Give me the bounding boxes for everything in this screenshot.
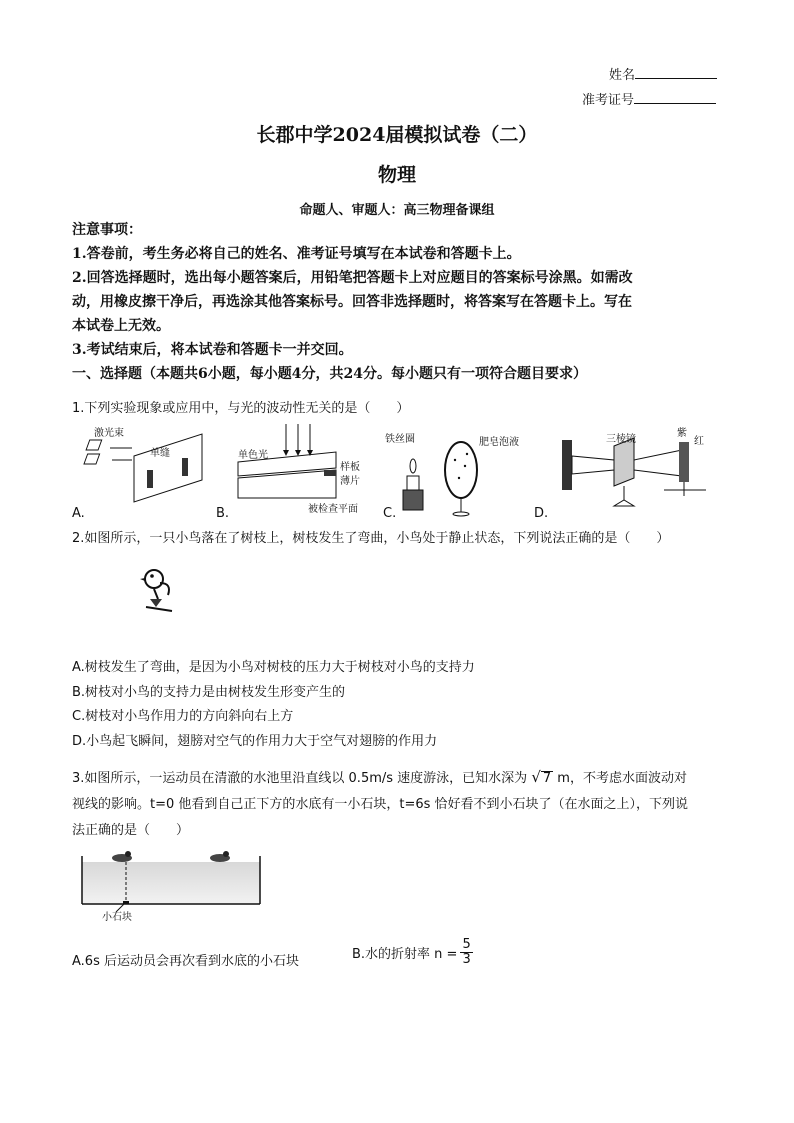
q3-line-3: 法正确的是（ ） [72, 823, 190, 838]
notice-item-2-line-2: 动，用橡皮擦干净后，再选涂其他答案标号。回答非选择题时，将答案写在答题卡上。写在 [72, 294, 632, 310]
notice-block [72, 218, 722, 386]
q1-figure-a [72, 420, 222, 520]
q1-figure-c [383, 420, 533, 520]
fig-c-soap-label: 肥皂泡液 [479, 437, 519, 448]
q3-refractive-fraction [460, 938, 472, 967]
q3-sqrt-value: 7 [542, 771, 552, 786]
id-blank [634, 91, 716, 104]
fig-c-wire-label: 铁丝圈 [385, 434, 415, 445]
q3-option-b-text: B.水的折射率 n = [352, 947, 458, 962]
q3-stem [72, 764, 732, 844]
notice-item-2-line-1: 2.回答选择题时，选出每小题答案后，用铅笔把答题卡上对应题目的答案标号涂黑。如需改 [72, 270, 633, 286]
fig-b-option: B. [216, 506, 230, 521]
notice-item-2-line-3: 本试卷上无效。 [72, 318, 170, 334]
q2-option-d: D.小鸟起飞瞬间，翅膀对空气的作用力大于空气对翅膀的作用力 [72, 733, 438, 749]
fraction-denominator: 3 [462, 952, 471, 967]
q2-bird-figure [132, 565, 182, 615]
notice-item-1: 1.答卷前，考生务必将自己的姓名、准考证号填写在本试卷和答题卡上。 [72, 246, 521, 262]
q3-line-2: 视线的影响。t=0 他看到自己正下方的水底有一小石块，t=6s 恰好看不到小石块了（在水面之上），下列说 [72, 797, 689, 812]
fig-c-option: C. [383, 506, 397, 521]
q3-line-1-text-a: 3.如图所示，一运动员在清澈的水池里沿直线以 0.5m/s 速度游泳，已知水深为 [72, 771, 528, 786]
q3-line-1-text-b: m，不考虑水面波动对 [553, 771, 687, 786]
exam-title: 长郡中学2024届模拟试卷（二） [256, 124, 538, 146]
fig-b-surface-label: 被检查平面 [308, 504, 358, 515]
id-field [582, 89, 716, 108]
fig-d-red-label: 红 [694, 436, 704, 447]
q3-option-b [352, 938, 473, 967]
fig-a-slit-label: 单缝 [150, 448, 170, 459]
notice-item-3: 3.考试结束后，将本试卷和答题卡一并交回。 [72, 342, 353, 358]
section-heading: 一、选择题（本题共6小题，每小题4分，共24分。每小题只有一项符合题目要求） [72, 366, 587, 382]
fig-a-laser-label: 激光束 [94, 428, 124, 439]
q3-stone-label: 小石块 [102, 912, 132, 923]
q1-figure-b [216, 420, 376, 520]
fig-d-prism-label: 三棱镜 [606, 434, 636, 445]
fraction-numerator: 5 [462, 937, 471, 952]
q2-stem: 2.如图所示，一只小鸟落在了树枝上，树枝发生了弯曲，小鸟处于静止状态，下列说法正确的是（ ） [72, 531, 670, 546]
name-field [609, 64, 717, 83]
notice-heading: 注意事项： [72, 222, 142, 238]
q2-option-b: B.树枝对小鸟的支持力是由树枝发生形变产生的 [72, 684, 346, 700]
fig-b-sheet-label: 薄片 [340, 476, 360, 487]
q2-options [72, 656, 475, 754]
fig-a-option: A. [72, 506, 85, 521]
bird-on-branch-icon [132, 565, 182, 615]
q1-stem: 1.下列实验现象或应用中，与光的波动性无关的是（ ） [72, 401, 410, 416]
fig-b-light-label: 单色光 [238, 450, 268, 461]
q2-option-a: A.树枝发生了弯曲，是因为小鸟对树枝的压力大于树枝对小鸟的支持力 [72, 660, 475, 675]
q2-option-c: C.树枝对小鸟作用力的方向斜向右上方 [72, 709, 294, 724]
fig-d-violet-label: 紫 [677, 428, 687, 439]
name-blank [635, 66, 717, 79]
q3-option-a: A.6s 后运动员会再次看到水底的小石块 [72, 954, 299, 969]
fig-d-option: D. [534, 506, 549, 521]
q1-figure-d [534, 420, 724, 520]
fig-b-plate-label: 样板 [340, 462, 360, 473]
name-label: 姓名 [609, 68, 636, 83]
authors-line: 命题人、审题人：高三物理备课组 [299, 203, 495, 218]
subject-title: 物理 [377, 164, 416, 186]
id-label: 准考证号 [582, 93, 635, 108]
q3-pool-figure [72, 846, 272, 922]
q3-line-1: 3.如图所示，一运动员在清澈的水池里沿直线以 0.5m/s 速度游泳，已知水深为 √ 7 m，不考虑水面波动对 [72, 768, 687, 786]
